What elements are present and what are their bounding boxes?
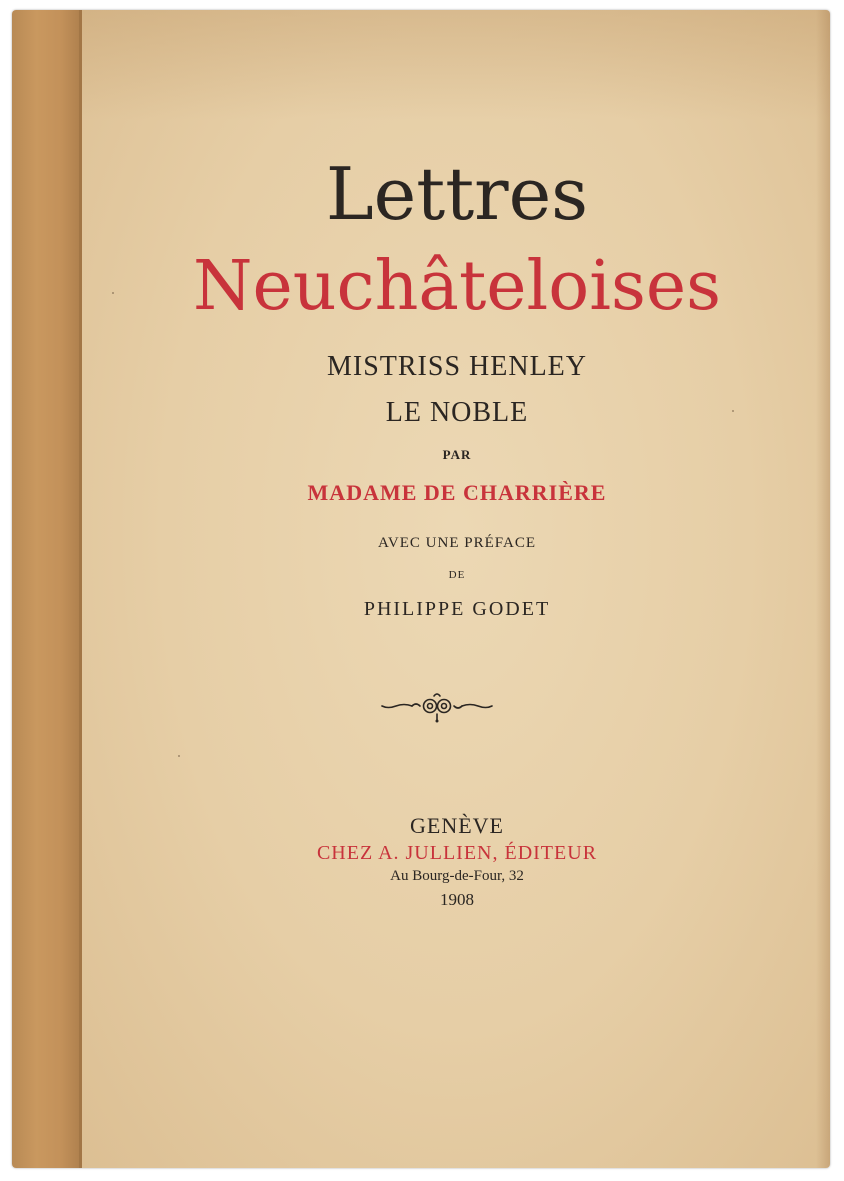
- preface-author: PHILIPPE GODET: [363, 598, 551, 620]
- title-line-1: Lettres: [325, 152, 589, 236]
- de-label: DE: [448, 569, 466, 581]
- scroll-ornament-icon: [378, 688, 496, 724]
- imprint-city: GENÈVE: [410, 813, 504, 838]
- by-label: PAR: [442, 447, 472, 462]
- title-line-2: Neuchâteloises: [193, 247, 721, 326]
- paper-speck: [178, 755, 180, 757]
- preface-label: AVEC UNE PRÉFACE: [378, 535, 536, 551]
- imprint-address: Au Bourg-de-Four, 32: [390, 868, 524, 884]
- author-name: MADAME DE CHARRIÈRE: [307, 480, 607, 505]
- subtitle-line-2: LE NOBLE: [385, 397, 529, 428]
- imprint-year: 1908: [440, 890, 474, 909]
- subtitle-line-1: MISTRISS HENLEY: [326, 351, 587, 382]
- imprint-publisher: CHEZ A. JULLIEN, ÉDITEUR: [316, 842, 598, 864]
